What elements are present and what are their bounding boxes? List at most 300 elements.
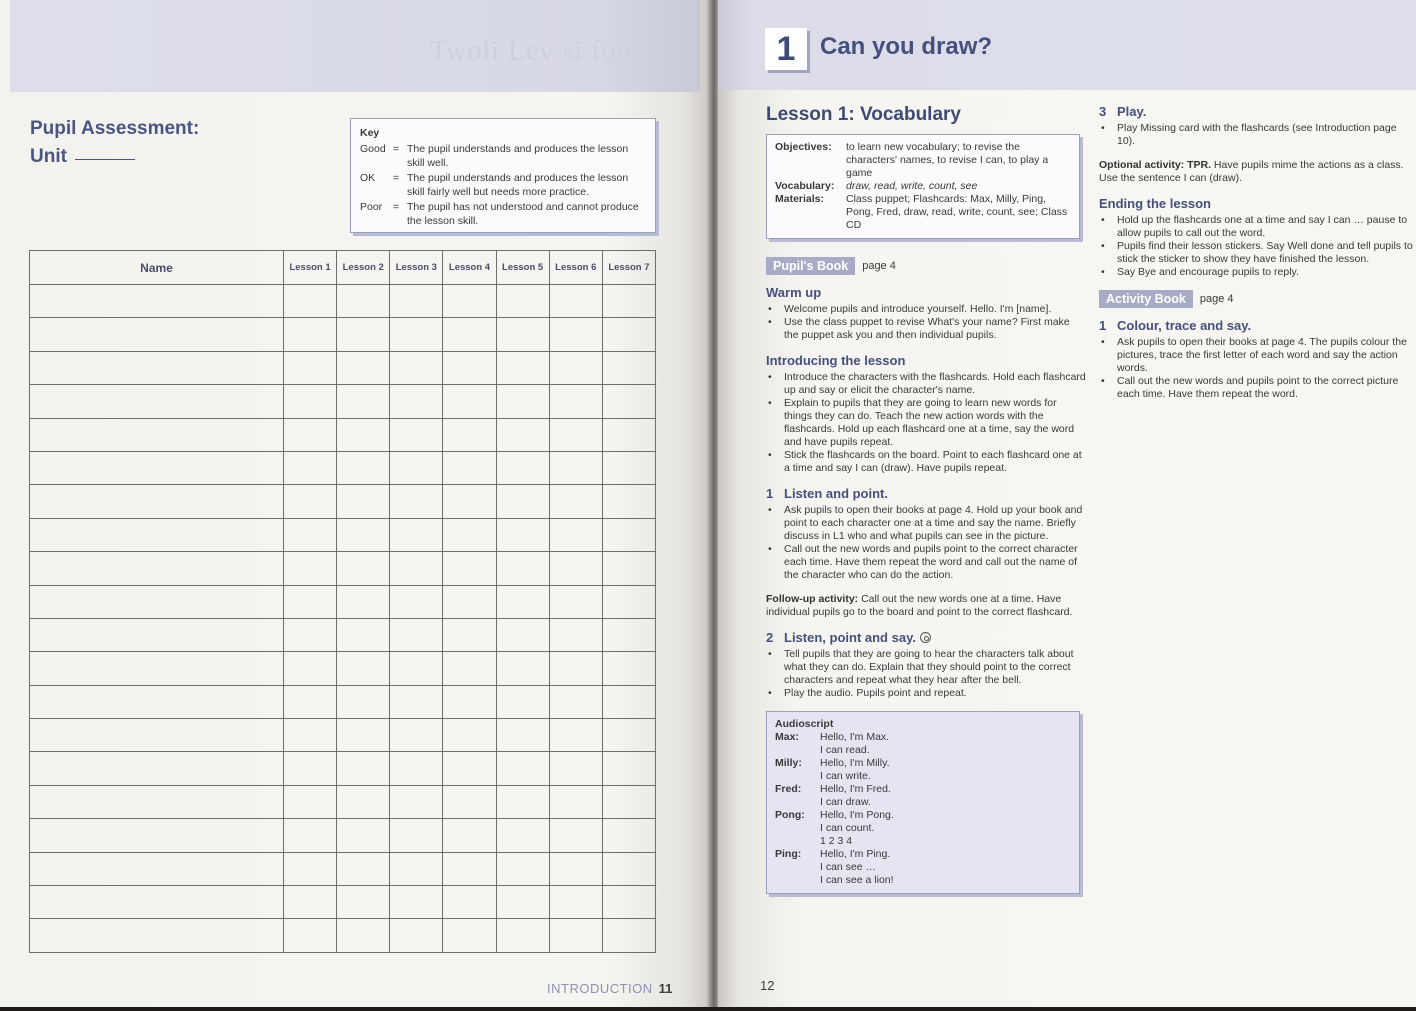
table-cell[interactable] [602,318,655,351]
list-item: • Welcome pupils and introduce yourself. Hello. I'm [name]. [766,303,1086,316]
table-cell[interactable] [443,819,496,852]
introducing-heading: Introducing the lesson [766,353,906,368]
key-row [360,200,646,229]
table-cell[interactable] [390,752,443,785]
name-column-header: Name [30,251,284,285]
table-cell[interactable] [337,685,390,718]
table-cell[interactable] [496,451,549,484]
table-row [30,552,656,585]
table-cell[interactable] [549,819,602,852]
audioscript-row [775,783,1071,809]
table-cell[interactable] [390,351,443,384]
table-cell[interactable] [496,485,549,518]
table-cell[interactable] [284,618,337,651]
audioscript-line: I can see … [820,861,877,873]
key-box [350,118,656,233]
audioscript-line: Hello, I'm Ping. [820,848,891,860]
speaker-name: Milly: [775,757,802,769]
speaker-lines [820,848,894,887]
left-column [766,104,1086,894]
key-row [360,171,646,200]
table-cell[interactable] [602,418,655,451]
key-term: Poor [360,200,383,213]
table-cell[interactable] [390,485,443,518]
listen-point-list [766,504,1086,582]
table-row [30,585,656,618]
lesson-column-header: Lesson 5 [496,251,549,285]
table-cell[interactable] [30,819,284,852]
table-cell[interactable] [337,819,390,852]
table-cell[interactable] [549,585,602,618]
table-cell[interactable] [390,518,443,551]
table-cell[interactable] [284,552,337,585]
table-cell[interactable] [549,552,602,585]
table-cell[interactable] [337,752,390,785]
list-item: • Hold up the flashcards one at a time and say I can … pause to allow pupils to call out the word. [1099,214,1414,240]
objectives-box [766,134,1080,239]
unit-title: Can you draw? [820,33,993,60]
table-cell[interactable] [390,318,443,351]
table-cell[interactable] [496,852,549,885]
table-cell[interactable] [390,585,443,618]
table-row [30,518,656,551]
audioscript-line: Hello, I'm Fred. [820,783,891,795]
table-cell[interactable] [390,886,443,919]
table-cell[interactable] [443,351,496,384]
table-cell[interactable] [284,886,337,919]
speaker-cell [775,757,820,783]
table-row [30,919,656,952]
table-cell[interactable] [337,618,390,651]
table-cell[interactable] [390,285,443,318]
table-cell[interactable] [602,719,655,752]
table-cell[interactable] [443,652,496,685]
table-cell[interactable] [284,385,337,418]
table-cell[interactable] [30,685,284,718]
table-cell[interactable] [390,451,443,484]
table-row [30,852,656,885]
table-cell[interactable] [549,719,602,752]
activity-number: 1 [766,486,774,501]
table-cell[interactable] [602,685,655,718]
activity-title: Listen and point. [784,486,888,501]
table-cell[interactable] [549,418,602,451]
speaker-cell [775,848,820,887]
table-cell[interactable] [602,886,655,919]
table-cell[interactable] [337,652,390,685]
table-cell[interactable] [284,518,337,551]
list-item: • Pupils find their lesson stickers. Say Well done and tell pupils to stick the sticker to show they have finished the lesson. [1099,240,1414,266]
table-cell[interactable] [602,652,655,685]
table-cell[interactable] [496,685,549,718]
table-cell[interactable] [30,485,284,518]
table-cell[interactable] [30,385,284,418]
objectives-text: to learn new vocabulary; to revise the characters' names, to revise I can, to play a game [846,141,1049,179]
follow-up-paragraph [766,593,1086,619]
key-desc: The pupil understands and produces the lesson skill well. [407,142,629,169]
table-cell[interactable] [496,919,549,952]
ending-heading: Ending the lesson [1099,196,1211,211]
pupils-book-page: page 4 [862,260,896,272]
table-cell[interactable] [30,719,284,752]
list-item: • Ask pupils to open their books at page 4. Hold up your book and point to each character one at a time and say the name. Briefly discuss in L1 who and what pupils can see in the picture. [766,504,1086,543]
table-row [30,351,656,384]
table-cell[interactable] [284,785,337,818]
key-desc: The pupil understands and produces the lesson skill fairly well but needs more practice. [407,171,629,198]
table-cell[interactable] [337,886,390,919]
table-row [30,318,656,351]
optional-text: Have pupils mime the actions as a class. Use the sentence I can (draw). [1099,159,1404,184]
table-cell[interactable] [284,685,337,718]
table-cell[interactable] [602,285,655,318]
speaker-name: Ping: [775,848,802,860]
table-cell[interactable] [390,418,443,451]
table-cell[interactable] [549,752,602,785]
table-row [30,886,656,919]
table-cell[interactable] [284,719,337,752]
table-row [30,752,656,785]
table-cell[interactable] [549,485,602,518]
table-cell[interactable] [602,752,655,785]
follow-up-text: Call out the new words one at a time. Have individual pupils go to the board and point to the correct flashcard. [766,593,1073,618]
table-cell[interactable] [337,719,390,752]
table-cell[interactable] [337,351,390,384]
audioscript-line: I can write. [820,770,871,782]
key-term: OK [360,171,376,184]
page-footer-left [547,981,672,996]
activity-book-page: page 4 [1199,293,1234,305]
audioscript-box [766,711,1080,894]
play-heading [1099,104,1414,119]
table-cell[interactable] [443,585,496,618]
table-cell[interactable] [390,685,443,718]
table-cell[interactable] [30,285,284,318]
materials-label: Materials: [775,193,825,205]
table-row [30,451,656,484]
table-row [30,819,656,852]
activity-number: 2 [766,630,774,645]
speaker-lines [820,783,891,809]
table-cell[interactable] [284,919,337,952]
audioscript-line: I can read. [820,744,870,756]
table-row [30,418,656,451]
table-cell[interactable] [496,719,549,752]
right-column [1099,104,1414,412]
optional-label: Optional activity: TPR. [1099,159,1212,171]
show-through-text: Twoli Lev si fon [430,36,632,67]
table-cell[interactable] [496,752,549,785]
key-rows [360,142,646,229]
speaker-lines [820,731,889,757]
audioscript-line: I can draw. [820,796,871,808]
table-cell[interactable] [30,518,284,551]
table-cell[interactable] [496,518,549,551]
optional-paragraph [1099,159,1414,185]
table-row [30,685,656,718]
table-cell[interactable] [496,618,549,651]
audioscript-line: Hello, I'm Max. [820,731,890,743]
table-row [30,785,656,818]
table-cell[interactable] [443,485,496,518]
table-cell[interactable] [602,585,655,618]
listen-point-say-list [766,648,1086,700]
pupils-book-tag [766,257,1086,275]
left-header-band [10,0,700,92]
table-row [30,285,656,318]
table-cell[interactable] [30,919,284,952]
table-cell[interactable] [30,752,284,785]
table-cell[interactable] [337,385,390,418]
activity-number: 1 [1099,318,1107,333]
table-cell[interactable] [443,518,496,551]
table-row [30,719,656,752]
activity-number: 3 [1099,104,1107,119]
table-cell[interactable] [443,886,496,919]
list-item: • Call out the new words and pupils point to the correct picture each time. Have them repeat the word. [1099,375,1414,401]
table-cell[interactable] [549,385,602,418]
lesson-title: Lesson 1: Vocabulary [766,104,961,125]
table-cell[interactable] [337,418,390,451]
audioscript-line: I can count. [820,822,875,834]
table-cell[interactable] [30,852,284,885]
table-cell[interactable] [390,618,443,651]
key-eq: = [393,171,400,184]
table-row [30,618,656,651]
lesson-column-header: Lesson 2 [337,251,390,285]
audioscript-row [775,848,1071,887]
speaker-name: Max: [775,731,799,743]
lesson-column-header: Lesson 4 [443,251,496,285]
table-cell[interactable] [549,618,602,651]
table-cell[interactable] [496,385,549,418]
right-page [718,0,1416,1007]
table-cell[interactable] [496,552,549,585]
table-cell[interactable] [443,785,496,818]
list-item: • Tell pupils that they are going to hear the characters talk about what they can do. Explain that they should point to the correct characters and repeat what they hear after the bell. [766,648,1086,687]
audioscript-line: Hello, I'm Milly. [820,757,890,769]
table-cell[interactable] [390,852,443,885]
warm-up-heading: Warm up [766,285,822,300]
table-cell[interactable] [602,518,655,551]
table-cell[interactable] [496,418,549,451]
table-cell[interactable] [443,919,496,952]
table-cell[interactable] [549,919,602,952]
page-footer-right: 12 [760,978,775,993]
assessment-table [29,250,656,953]
table-cell[interactable] [549,285,602,318]
table-cell[interactable] [30,351,284,384]
table-cell[interactable] [443,418,496,451]
key-term: Good [360,142,386,155]
activity-title: Listen, point and say. [784,630,916,645]
lesson-column-header: Lesson 1 [284,251,337,285]
table-cell[interactable] [496,285,549,318]
table-cell[interactable] [549,518,602,551]
table-cell[interactable] [337,852,390,885]
table-cell[interactable] [337,485,390,518]
table-cell[interactable] [443,451,496,484]
table-cell[interactable] [284,318,337,351]
table-cell[interactable] [390,719,443,752]
assessment-title: Pupil Assessment: [30,118,200,139]
table-cell[interactable] [496,318,549,351]
table-cell[interactable] [30,318,284,351]
vocabulary-label: Vocabulary: [775,180,835,192]
listen-point-heading [766,486,1086,501]
table-cell[interactable] [602,385,655,418]
table-cell[interactable] [390,819,443,852]
audioscript-row [775,809,1071,848]
speaker-name: Fred: [775,783,802,795]
unit-blank-line [75,159,135,160]
table-cell[interactable] [549,652,602,685]
table-cell[interactable] [602,819,655,852]
list-item: • Use the class puppet to revise What's your name? First make the puppet ask you and then individual pupils. [766,316,1086,342]
materials-text: Class puppet; Flashcards: Max, Milly, Ping, Pong, Fred, draw, read, write, count, see; Class CD [846,193,1068,231]
warm-up-list [766,303,1086,342]
table-cell[interactable] [602,852,655,885]
table-cell[interactable] [443,552,496,585]
table-cell[interactable] [549,351,602,384]
table-cell[interactable] [443,318,496,351]
key-desc: The pupil has not understood and cannot produce the lesson skill. [407,200,639,227]
table-cell[interactable] [30,785,284,818]
table-cell[interactable] [549,852,602,885]
table-cell[interactable] [30,418,284,451]
table-cell[interactable] [602,919,655,952]
table-cell[interactable] [602,351,655,384]
table-cell[interactable] [443,385,496,418]
table-cell[interactable] [443,685,496,718]
pupils-book-label: Pupil's Book [766,257,855,275]
table-cell[interactable] [496,351,549,384]
table-cell[interactable] [443,618,496,651]
table-cell[interactable] [30,652,284,685]
table-cell[interactable] [30,886,284,919]
speaker-cell [775,731,820,757]
table-row [30,652,656,685]
audioscript-lines [775,731,1071,887]
unit-label: Unit [30,146,67,167]
table-cell[interactable] [284,752,337,785]
table-cell[interactable] [443,852,496,885]
table-cell[interactable] [602,785,655,818]
table-cell[interactable] [549,886,602,919]
colour-trace-list [1099,336,1414,401]
speaker-cell [775,809,820,848]
lesson-column-header: Lesson 3 [390,251,443,285]
list-item: • Play Missing card with the flashcards (see Introduction page 10). [1099,122,1414,148]
lesson-column-header: Lesson 6 [549,251,602,285]
speaker-lines [820,757,889,783]
table-cell[interactable] [337,451,390,484]
table-cell[interactable] [390,919,443,952]
table-cell[interactable] [496,819,549,852]
introducing-list [766,371,1086,475]
table-cell[interactable] [602,485,655,518]
table-cell[interactable] [337,518,390,551]
table-cell[interactable] [549,451,602,484]
table-cell[interactable] [443,752,496,785]
table-cell[interactable] [496,886,549,919]
table-cell[interactable] [337,318,390,351]
table-cell[interactable] [30,585,284,618]
table-header-row [30,251,656,285]
table-cell[interactable] [284,852,337,885]
table-cell[interactable] [337,785,390,818]
list-item: • Play the audio. Pupils point and repeat. [766,687,1086,700]
table-cell[interactable] [602,618,655,651]
key-eq: = [393,142,400,155]
table-cell[interactable] [284,285,337,318]
table-cell[interactable] [443,719,496,752]
activity-title: Play. [1117,104,1147,119]
colour-trace-heading [1099,318,1414,333]
table-cell[interactable] [337,285,390,318]
table-cell[interactable] [337,585,390,618]
table-cell[interactable] [496,785,549,818]
table-cell[interactable] [337,552,390,585]
table-cell[interactable] [284,652,337,685]
list-item: • Introduce the characters with the flashcards. Hold each flashcard up and say or elicit the character's name. [766,371,1086,397]
lesson-column-header: Lesson 7 [602,251,655,285]
table-cell[interactable] [284,485,337,518]
list-item: • Ask pupils to open their books at page 4. The pupils colour the pictures, trace the first letter of each word and say the action words. [1099,336,1414,375]
speaker-lines [820,809,894,848]
list-item: • Call out the new words and pupils point to the correct character each time. Have them repeat the word and call out the name of the character who can do the action. [766,543,1086,582]
table-cell[interactable] [30,552,284,585]
audioscript-row [775,731,1071,757]
table-cell[interactable] [602,552,655,585]
audioscript-line: 1 2 3 4 [820,835,853,847]
table-cell[interactable] [284,351,337,384]
table-cell[interactable] [30,618,284,651]
table-cell[interactable] [390,785,443,818]
activity-book-label: Activity Book [1099,290,1193,308]
table-cell[interactable] [390,552,443,585]
table-cell[interactable] [390,385,443,418]
table-cell[interactable] [284,819,337,852]
table-cell[interactable] [284,418,337,451]
table-cell[interactable] [443,285,496,318]
listen-point-say-heading [766,630,1086,645]
objectives-label: Objectives: [775,141,832,153]
table-row [30,485,656,518]
activity-title: Colour, trace and say. [1117,318,1252,333]
table-cell[interactable] [284,585,337,618]
table-cell[interactable] [337,919,390,952]
list-item: • Say Bye and encourage pupils to reply. [1099,266,1414,279]
footer-page-number: 11 [658,981,673,996]
list-item: • Explain to pupils that they are going to learn new words for things they can do. Teach the new action words with the flashcards. Hold up each flashcard one at a time, say the word and have pupils repeat. [766,397,1086,449]
table-cell[interactable] [549,318,602,351]
unit-number: 1 [765,28,807,70]
table-cell[interactable] [602,451,655,484]
table-cell[interactable] [549,785,602,818]
audioscript-line: I can see a lion! [820,874,894,886]
ending-list [1099,214,1414,279]
table-cell[interactable] [496,652,549,685]
table-cell[interactable] [390,652,443,685]
spread-bottom-edge [0,1007,1416,1011]
table-cell[interactable] [496,585,549,618]
table-cell[interactable] [284,451,337,484]
table-cell[interactable] [549,685,602,718]
play-list [1099,122,1414,148]
table-cell[interactable] [30,451,284,484]
key-eq: = [393,200,400,213]
footer-section: INTRODUCTION [547,981,653,996]
